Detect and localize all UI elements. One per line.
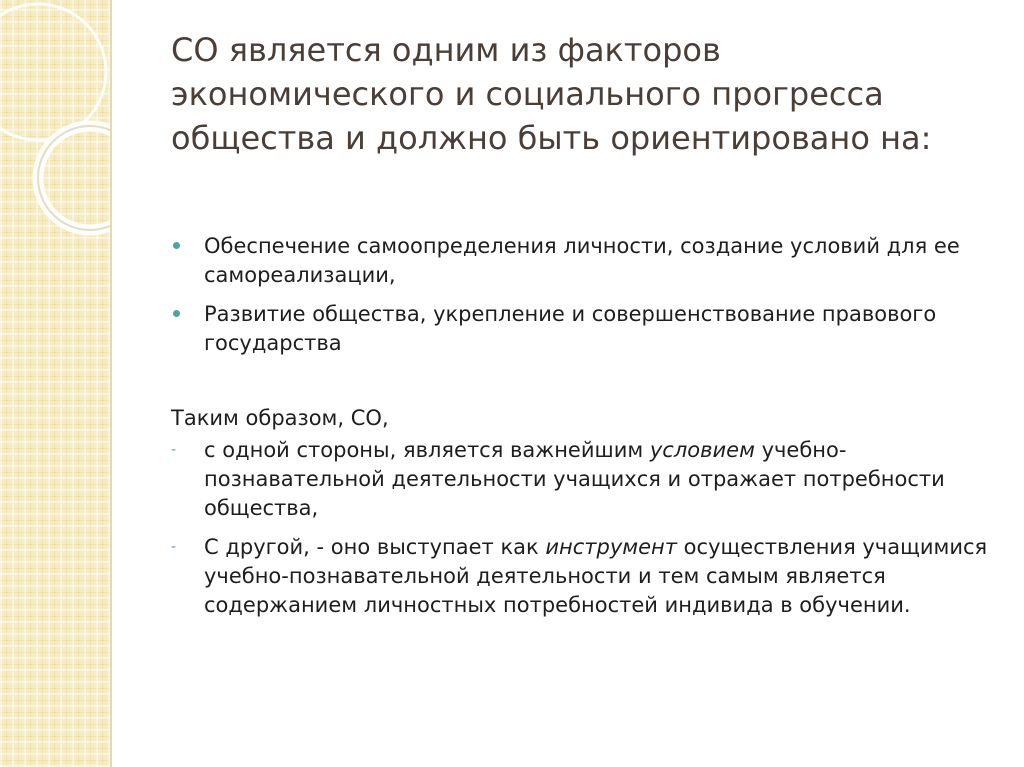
summary-intro: Таким образом, СО, bbox=[171, 406, 389, 430]
bullet-list bbox=[171, 232, 1001, 358]
dash-text-before: с одной стороны, является важнейшим bbox=[204, 438, 650, 462]
ring-circles-icon bbox=[0, 0, 110, 767]
list-item bbox=[171, 300, 1001, 358]
bullet-dot-icon bbox=[173, 242, 180, 249]
list-item bbox=[171, 232, 1001, 290]
dash-list bbox=[171, 436, 1001, 620]
side-decoration-panel bbox=[0, 0, 110, 767]
dash-text-before: С другой, - оно выступает как bbox=[204, 535, 546, 559]
list-item bbox=[171, 533, 1001, 620]
list-item bbox=[171, 436, 1001, 523]
side-panel-edge bbox=[110, 0, 112, 767]
dash-marker-icon: - bbox=[171, 442, 177, 458]
bullet-text: Развитие общества, укрепление и совершенствование правового государства bbox=[204, 302, 937, 355]
bullet-text: Обеспечение самоопределения личности, создание условий для ее самореализации, bbox=[204, 234, 960, 287]
emphasis-term: инструмент bbox=[545, 535, 677, 559]
emphasis-term: условием bbox=[649, 438, 755, 462]
dash-marker-icon: - bbox=[171, 539, 177, 555]
bullet-dot-icon bbox=[173, 310, 180, 317]
slide-title: СО является одним из факторов экономического и социального прогресса общества и должно быть ориентировано на: bbox=[171, 31, 932, 157]
dash-text-after: осуществления учащимися учебно-познавательной деятельности и тем самым является содержанием личностных потребностей индивида в обучении. bbox=[204, 535, 988, 617]
slide-content bbox=[171, 232, 1001, 630]
dash-text-after: учебно-познавательной деятельности учащихся и отражает потребности общества, bbox=[204, 438, 945, 520]
